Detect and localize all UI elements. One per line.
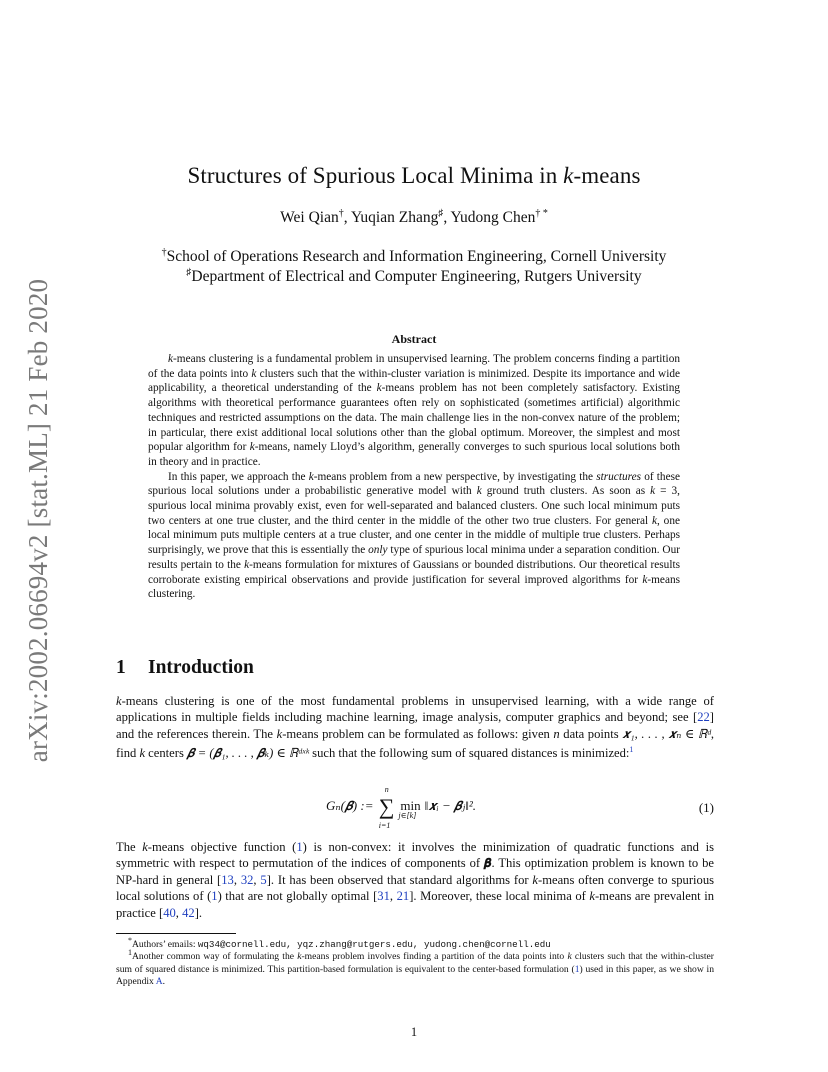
author-list: Wei Qian†, Yuqian Zhang♯, Yudong Chen† * [280, 208, 548, 227]
page-number: 1 [410, 1025, 418, 1039]
citation-link[interactable]: 40 [163, 905, 176, 920]
abstract-paragraph: In this paper, we approach the k-means problem from a new perspective, by investigating the structures of these spurious local solutions under a probabilistic generative model with k ground truth clusters. As soon as k = 3, spurious local minima provably exist, even for well-separated and balanced clusters. One such local minimum puts two centers at one true cluster, and the third center in the middle of the other two true clusters. For general k, one local minimum puts multiple centers at a true cluster, and one center in the middle of multiple true clusters. Perhaps surprisingly, we prove that this is essentially the only type of spurious local minima under a separation condition. Our results pertain to the k-means formulation for mixtures of Gaussians or bounded distributions. Our theoretical results corroborate existing empirical observations and provide justification for several improved algorithms for k-means clustering. [148, 470, 681, 601]
footnote-1: $^1$Another common way of formulating the k-means problem involves finding a partition of the data points into k clusters such that the within-cluster sum of squared distance is minimized. This partition-based formulation is equivalent to the center-based formulation (1) used in this paper, as we show in Appendix A. [116, 948, 714, 988]
citation-link[interactable]: 13 [221, 872, 234, 887]
equation-ref-link[interactable]: 1 [211, 889, 218, 904]
equation-1 [116, 785, 714, 830]
footnote-link[interactable]: 1 [629, 745, 634, 755]
min-operator: min j∈[k] [398, 797, 421, 820]
equation-expression: Gₙ(𝜷) := ∑ n i=1 min j∈[k] ‖𝒙ᵢ − 𝜷ⱼ‖². [326, 785, 477, 830]
footnote-emails: *Authors’ emails: wq34@cornell.edu, yqz.zhang@rutgers.edu, yudong.chen@cornell.edu [128, 936, 551, 951]
citation-link[interactable]: 21 [396, 889, 410, 904]
intro-paragraph-1: k-means clustering is one of the most fundamental problems in unsupervised learning, with a wide range of applications in multiple fields including machine learning, image analysis, computer graphics and beyond; see [22] and the references therein. The k-means problem can be formulated as follows: given n data points 𝒙₁, . . . , 𝒙ₙ ∈ ℝᵈ, find k centers 𝜷 = (𝜷₁, . . . , 𝜷ₖ) ∈ ℝᵈˣᵏ such that the following sum of squared distances is minimized:$^1$ [116, 694, 715, 761]
citation-link[interactable]: 31 [377, 889, 390, 904]
equation-ref-link[interactable]: 1 [574, 963, 580, 975]
abstract-heading: Abstract [391, 332, 437, 346]
citation-link[interactable]: 32 [240, 872, 254, 887]
footnote-rule [116, 933, 236, 934]
arxiv-stamp-text: arXiv:2002.06694v2 [stat.ML] 21 Feb 2020 [23, 278, 54, 762]
abstract-body [148, 352, 680, 602]
citation-link[interactable]: 5 [260, 872, 267, 887]
affiliation-rutgers: ♯Department of Electrical and Computer Engineering, Rutgers University [186, 267, 642, 286]
equation-ref-link[interactable]: 1 [296, 840, 303, 854]
intro-paragraph-2: The k-means objective function (1) is non-convex: it involves the minimization of quadratic functions and is symmetric with respect to permutation of the indices of components of 𝜷. This optimization problem is known to be NP-hard in general [13, 32, 5]. It has been observed that standard algorithms for k-means often converge to spurious local solutions of (1) that are not globally optimal [31, 21]. Moreover, these local minima of k-means are prevalent in practice [40, 42]. [116, 840, 715, 920]
affiliation-cornell: †School of Operations Research and Information Engineering, Cornell University [161, 247, 667, 266]
citation-link[interactable]: 42 [182, 905, 195, 920]
section-title: Introduction [148, 657, 254, 678]
abstract-paragraph: k-means clustering is a fundamental problem in unsupervised learning. The problem concerns finding a partition of the data points into k clusters such that the within-cluster variation is minimized. Despite its importance and wide applicability, a theoretical understanding of the k-means problem has not been completely satisfactory. Existing algorithms with theoretical performance guarantees often rely on sophisticated (sometimes artificial) algorithmic techniques and restricted assumptions on the data. The main challenge lies in the non-convex nature of the problem; in particular, there exist additional local solutions other than the global optimum. Moreover, the simplest and most popular algorithm for k-means, namely Lloyd’s algorithm, generally converges to such spurious local solutions both in theory and in practice. [148, 353, 680, 468]
sum-operator: ∑ n i=1 [378, 785, 395, 830]
section-heading [116, 657, 254, 679]
equation-number: (1) [698, 800, 714, 815]
section-number: 1 [116, 657, 126, 678]
author-name: Yudong Chen [450, 209, 536, 227]
paper-title: Structures of Spurious Local Minima in k-means [187, 163, 641, 188]
citation-link[interactable]: 22 [697, 710, 710, 725]
author-name: Wei Qian [280, 209, 339, 227]
author-name: Yuqian Zhang [350, 209, 439, 227]
email-list: wq34@cornell.edu, yqz.zhang@rutgers.edu, yudong.chen@cornell.edu [197, 939, 551, 951]
appendix-link[interactable]: A [155, 976, 163, 988]
